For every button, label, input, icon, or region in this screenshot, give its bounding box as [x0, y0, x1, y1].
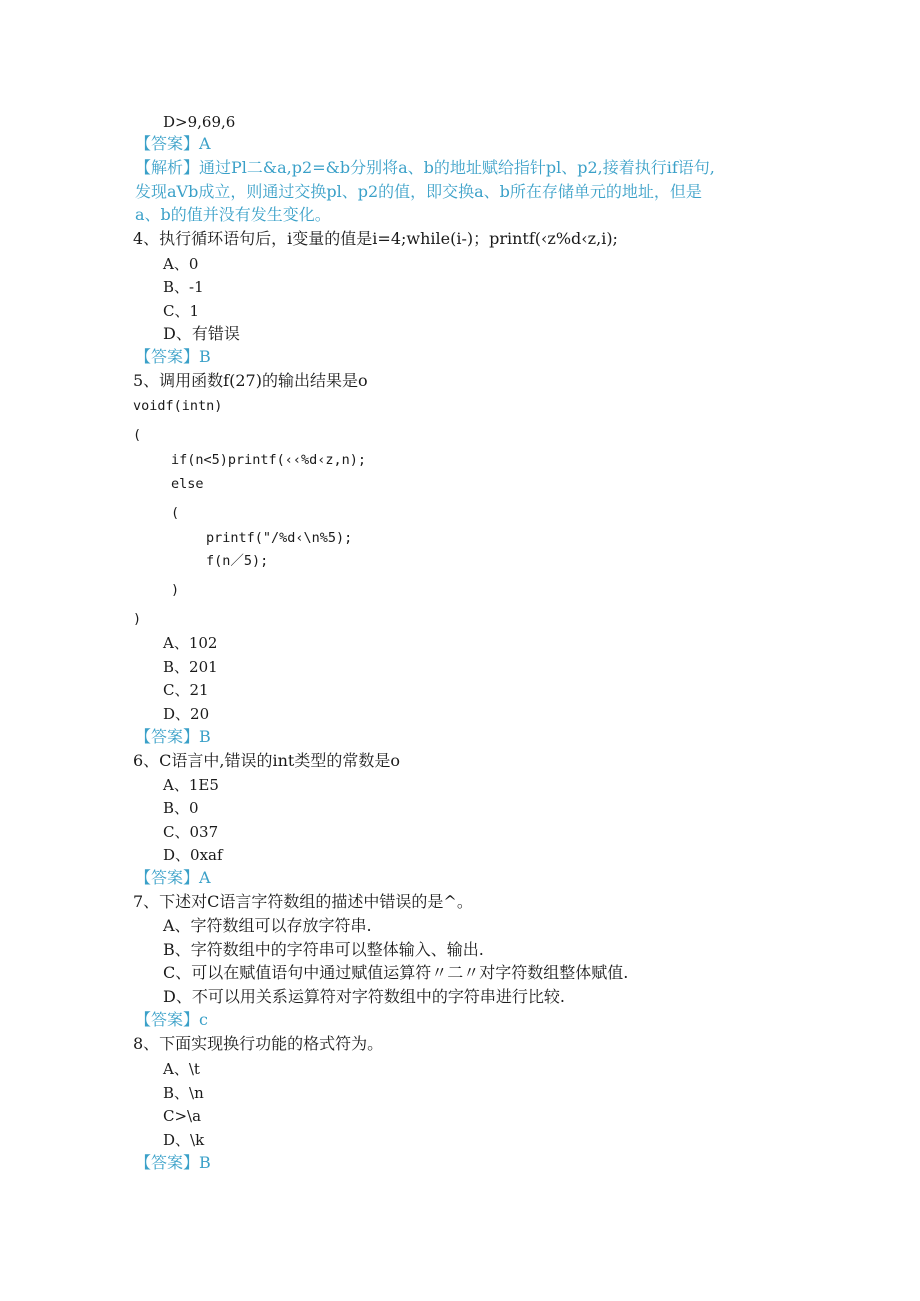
q5-code-line7: f(n／5);	[206, 553, 269, 569]
q5-code-line5: (	[171, 505, 180, 521]
q5-option-b: B、201	[163, 658, 218, 676]
q4-option-d: D、有错误	[163, 324, 240, 343]
answer-value: A	[199, 868, 211, 887]
q3-option-d: D>9,69,6	[163, 113, 236, 131]
q4-option-a: A、0	[163, 255, 199, 273]
q5-code-line1: voidf(intn)	[133, 398, 223, 414]
q8-answer	[135, 1152, 211, 1174]
answer-label: 【答案】	[135, 134, 200, 153]
q6-option-d: D、0xaf	[163, 846, 223, 864]
q7-option-c: C、可以在赋值语句中通过赋值运算符〃二〃对字符数组整体赋值.	[163, 963, 629, 982]
q5-code-line4: else	[171, 476, 204, 492]
q5-code-line2: (	[133, 427, 142, 443]
q5-answer	[135, 726, 211, 748]
q8-option-b: B、\n	[163, 1084, 204, 1102]
q5-code-line8: )	[171, 582, 180, 598]
answer-value: B	[199, 347, 211, 366]
q6-option-c: C、037	[163, 823, 219, 841]
q7-option-d: D、不可以用关系运算符对字符数组中的字符串进行比较.	[163, 987, 565, 1006]
q3-analysis-line1	[135, 157, 715, 179]
q6-option-b: B、0	[163, 799, 199, 817]
q7-option-a: A、字符数组可以存放字符串.	[163, 916, 372, 935]
q5-option-c: C、21	[163, 681, 209, 699]
q6-option-a: A、1E5	[163, 776, 219, 794]
answer-value: B	[199, 1153, 211, 1172]
q8-option-a: A、\t	[163, 1060, 200, 1078]
q3-analysis-line2: 发现aVb成立，则通过交换pl、p2的值，即交换a、b所在存储单元的地址，但是	[135, 182, 702, 201]
q8-option-c: C>\a	[163, 1107, 202, 1125]
q7-stem: 7、下述对C语言字符数组的描述中错误的是^。	[133, 892, 473, 911]
q5-code-line9: )	[133, 611, 142, 627]
q6-answer	[135, 867, 211, 889]
answer-label: 【答案】	[135, 1010, 200, 1029]
q7-answer	[135, 1009, 208, 1031]
q7-option-b: B、字符数组中的字符串可以整体输入、输出.	[163, 940, 484, 959]
q3-analysis-line3: a、b的值并没有发生变化。	[135, 205, 331, 224]
q5-option-a: A、102	[163, 634, 218, 652]
q4-stem: 4、执行循环语句后，i变量的值是i=4;while(i-)；printf(‹z%d‹z,i);	[133, 229, 618, 248]
q8-option-d: D、\k	[163, 1131, 205, 1149]
answer-value: B	[199, 727, 211, 746]
q5-stem: 5、调用函数f(27)的输出结果是o	[133, 371, 368, 390]
q8-stem: 8、下面实现换行功能的格式符为。	[133, 1034, 384, 1053]
answer-label: 【答案】	[135, 727, 200, 746]
analysis-label: 【解析】	[135, 158, 200, 177]
q4-option-c: C、1	[163, 302, 200, 320]
q5-code-line3: if(n<5)printf(‹‹%d‹z,n);	[171, 452, 367, 468]
answer-value: A	[199, 134, 211, 153]
q5-option-d: D、20	[163, 705, 210, 723]
q6-stem: 6、C语言中,错误的int类型的常数是o	[133, 751, 400, 770]
analysis-text: 通过Pl二&a,p2=&b分别将a、b的地址赋给指针pl、p2,接着执行if语句,	[199, 158, 715, 177]
q4-answer	[135, 346, 211, 368]
answer-value: c	[199, 1010, 208, 1029]
answer-label: 【答案】	[135, 347, 200, 366]
answer-label: 【答案】	[135, 1153, 200, 1172]
q5-code-line6: printf("/%d‹\n%5);	[206, 530, 353, 546]
answer-label: 【答案】	[135, 868, 200, 887]
q3-answer	[135, 133, 211, 155]
q4-option-b: B、-1	[163, 278, 204, 296]
